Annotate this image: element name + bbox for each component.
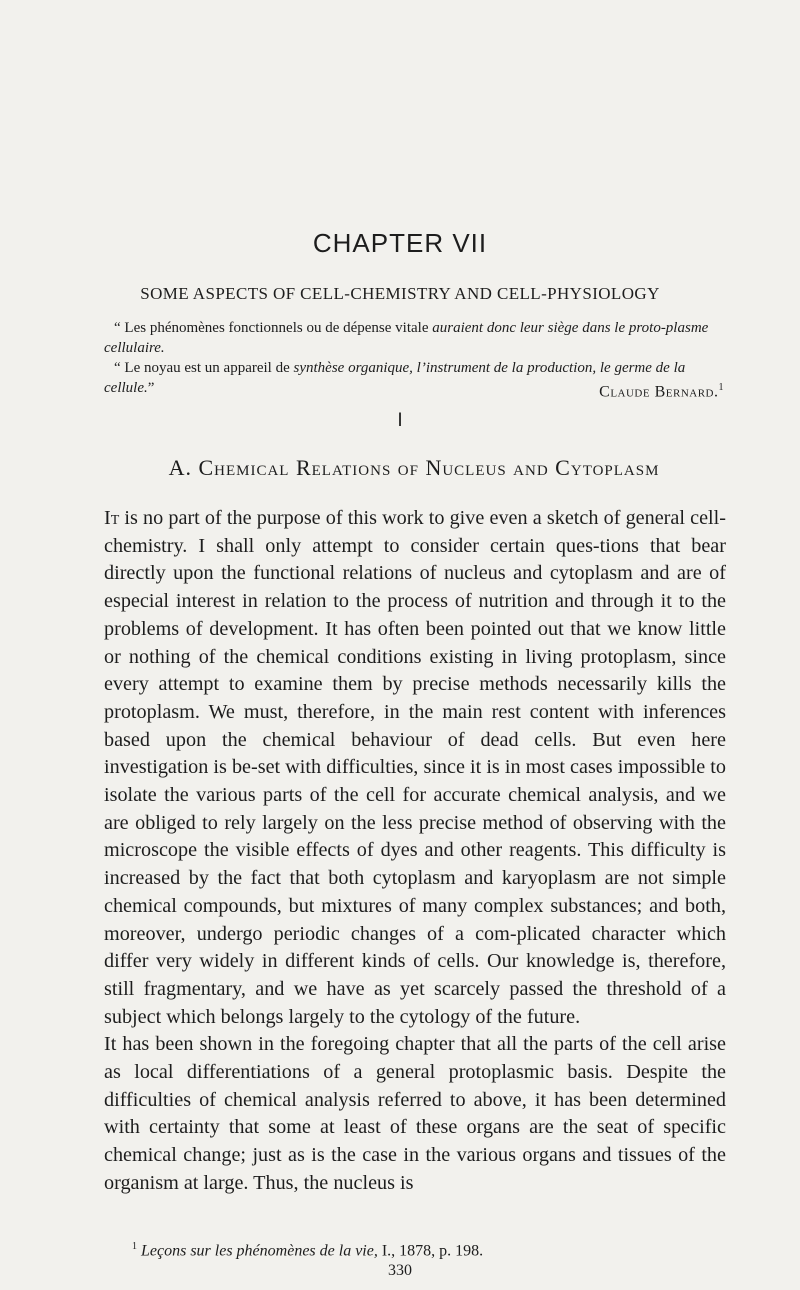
- section-number: I: [397, 410, 403, 431]
- chapter-heading: CHAPTER VII: [312, 228, 488, 258]
- paragraph-2: It has been shown in the foregoing chapter that all the parts of the cell arise as local differentiations of a general protoplasmic basis. Despite the difficulties of chemical analysis referred to above, it has been determined with certainty that some at least of these organs are the seat of specific chemical change; just as is the case in the various organs and tissues of the organism at large. Thus, the nucleus is: [104, 1033, 726, 1194]
- epigraph-quote-1: [104, 318, 724, 358]
- footnote-number: 1: [132, 1241, 137, 1252]
- chapter-subtitle: SOME ASPECTS OF CELL-CHEMISTRY AND CELL-PHYSIOLOGY: [140, 284, 660, 303]
- paragraph-1-text: is no part of the purpose of this work to give even a sketch of general cell-chemistry. I shall only attempt to consider certain ques-tions that bear directly upon the functional relations of nucleus and cytoplasm and are of especial interest in relation to the process of nutrition and through it to the problems of development. It has often been pointed out that we know little or nothing of the chemical conditions existing in living protoplasm, since every attempt to examine them by precise methods necessarily kills the protoplasm. We must, therefore, in the main rest content with inferences based upon the chemical behaviour of dead cells. But even here investigation is be-set with difficulties, since it is in most cases impossible to isolate the various parts of the cell for accurate chemical analysis, and we are obliged to rely largely on the less precise method of observing with the microscope the visible effects of dyes and other reagents. This difficulty is increased by the fact that both cytoplasm and karyoplasm are not simple chemical compounds, but mixtures of many complex substances; and both, moreover, undergo periodic changes of a com-plicated character which differ very widely in different kinds of cells. Our knowledge is, therefore, still fragmentary, and we have as yet scarcely passed the threshold of a subject which belongs largely to the cytology of the future.: [104, 507, 726, 1028]
- paragraph-1: [104, 505, 726, 1031]
- epigraph-quote-2: [104, 358, 724, 401]
- epigraph: [104, 318, 724, 402]
- epigraph-quote-1-text: “ Les phénomènes fonctionnels ou de dépense vitale: [114, 320, 433, 336]
- section-title: A. Chemical Relations of Nucleus and Cytoplasm: [168, 455, 660, 480]
- footnote: [132, 1241, 732, 1260]
- footnote-details: I., 1878, p. 198.: [377, 1242, 484, 1260]
- epigraph-quote-2-italic: synthèse organique, l’instrument de la production, le germe de la cellule.: [104, 360, 686, 396]
- epigraph-attribution: [589, 378, 724, 402]
- body-text: [104, 505, 726, 1198]
- footnote-marker: 1: [718, 382, 724, 393]
- epigraph-quote-2-text: “ Le noyau est un appareil de: [114, 360, 294, 376]
- epigraph-author: Claude Bernard.: [599, 383, 719, 401]
- epigraph-quote-1-italic: auraient donc leur siège dans le proto-plasme cellulaire.: [104, 320, 709, 356]
- paragraph-1-lead: It: [104, 507, 120, 529]
- page-number: 330: [388, 1262, 412, 1279]
- epigraph-close-quote: ”: [147, 380, 155, 396]
- footnote-title: Leçons sur les phénomènes de la vie,: [141, 1242, 378, 1260]
